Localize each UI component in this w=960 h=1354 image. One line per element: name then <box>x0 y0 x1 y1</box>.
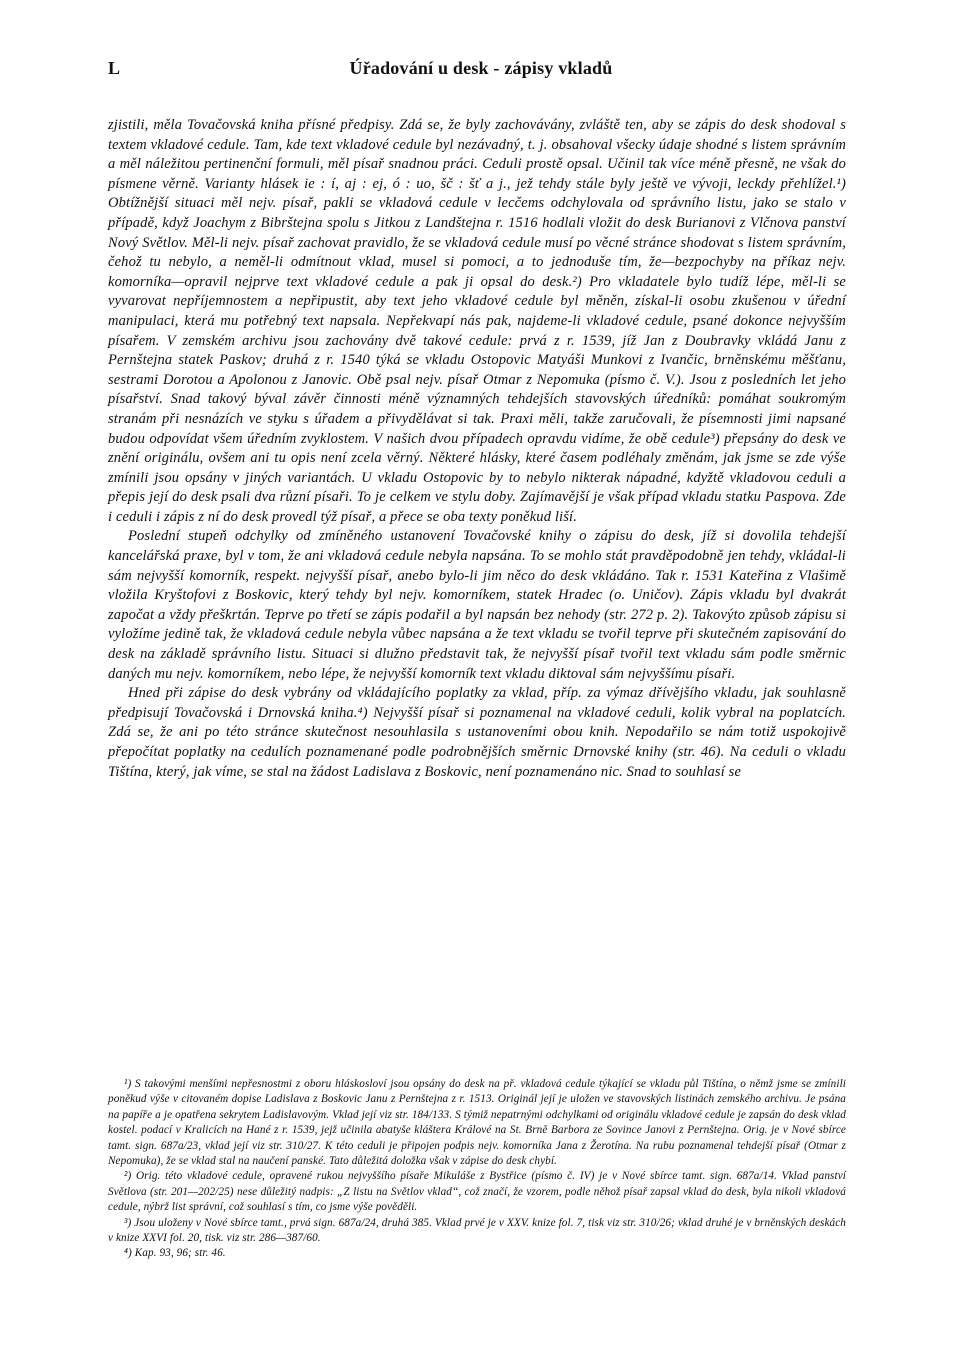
footnote-2: ²) Orig. této vkladové cedule, opravené rukou nejvyššího písaře Mikuláše z Bystřice (písmo č. IV) je v Nové sbírce tamt. sign. 687a/14. Vklad panství Světlova (str. 201—202/25) nese důležitý nadpis: „Z listu na Světlov vklad“, což značí, že vzorem, podle něhož písař zapsal vklad do desk, byla nikoli vkladová cedule, nýbrž list správní, což souhlasí s tím, co jsme výše pověděli. <box>108 1170 846 1214</box>
running-title: Úřadování u desk - zápisy vkladů <box>349 58 613 78</box>
page-header <box>108 58 854 86</box>
paragraph: Poslední stupeň odchylky od zmíněného ustanovení Tovačovské knihy o zápisu do desk, jíž si dovolila tehdejší kancelářská praxe, byl v tom, že ani vkladová cedule nebyla napsána. To se mohlo stát pravděpodobně jen tehdy, vkládal-li sám nejvyšší komorník, respekt. nejvyšší písař, anebo bylo-li jim něco do desk vkládáno. Tak r. 1531 Kateřina z Vlašimě vložila Kryštofovi z Boskovic, který tehdy byl nejv. komorníkem, statek Hradec (o. Uničov). Zápis vkladu byl dvakrát započat a vždy přeškrtán. Teprve po třetí se zápis podařil a byl napsán bez nehody (str. 272 p. 2). Takovýto způsob zápisu si vyložíme jedině tak, že vkladová cedule nebyla vůbec napsána a že text vkladu se tvořil teprve při skutečném zapisování do desk na základě správního listu. Situaci si dlužno představit tak, že nejvyšší písař tvořil text vkladu sám podle směrnic daných mu nejv. komorníkem, nebo lépe, že nejvyšší komorník text vkladu diktoval sám nejvyššímu písaři. <box>108 528 846 682</box>
footnote-1: ¹) S takovými menšími nepřesnostmi z oboru hláskosloví jsou opsány do desk na př. vkladová cedule týkající se vkladu půl Tištína, o němž jsme se zmínili poněkud výše v citovaném dopise Ladislava z Boskovic Janu z Pernštejna z r. 1513. Originál její je uložen ve stavovských listinách zemského archivu. Je psána na papíře a je opatřena sekrytem Ladislavovým. Vklad její viz str. 184/133. S týmiž nepatrnými odchylkami od originálu vkladové cedule je zapsán do desk vklad kostel. podací v Kralicích na Hané z r. 1539, jejž učinila abatyše kláštera Králové na St. Brně Barbora ze Sovince Janovi z Pernštejna. Orig. je v Nové sbírce tamt. sign. 687a/23, vklad její viz str. 310/27. K této ceduli je připojen podpis nejv. komorníka Jana z Žerotína. Na rubu poznamenal tehdejší písař (Otmar z Nepomuka), že se vklad stal na naučení panské. Tato důležitá doložka však v zápise do desk chybí. <box>108 1078 846 1168</box>
paragraph: zjistili, měla Tovačovská kniha přísné předpisy. Zdá se, že byly zachovávány, zvláště ten, aby se zápis do desk shodoval s textem vkladové cedule. Tam, kde text vkladové cedule byl nezávadný, t. j. obsahoval všecky údaje shodné s listem správním a měl náležitou pertinenční formuli, měl písař snadnou práci. Ceduli prostě opsal. Učinil tak více méně přesně, ne však do písmene věrně. Varianty hlásek ie : í, aj : ej, ó : uo, šč : šť a j., jež tehdy stále byly ještě ve vývoji, leckdy přehlížel.¹) Obtížnější situaci měl nejv. písař, pakli se vkladová cedule v lecčems odchylovala od správního listu, jako se stalo v případě, když Joachym z Bibrštejna spolu s Jitkou z Landštejna r. 1516 hodlali vložit do desk Burianovi z Vlčnova panství Nový Světlov. Měl-li nejv. písař zachovat pravidlo, že se vkladová cedule musí po věcné stránce shodovat s listem správním, čehož tu nebylo, a neměl-li odmítnout vklad, musel si pomoci, a to jednoduše tím, že—bezpochyby na příkaz nejv. komorníka—opravil nejprve text vkladové cedule a pak ji opsal do desk.²) Pro vkladatele bylo tudíž lépe, měl-li se vyvarovat nepříjemnostem a nepřipustit, aby text jeho vkladové cedule byl měněn, získal-li osobu zkušenou v úřední manipulaci, která mu potřebný text napsala. Nepřekvapí nás pak, najdeme-li vkladové cedule, psané dokonce nejvyšším písařem. V zemském archivu jsou zachovány dvě takové cedule: prvá z r. 1539, jíž Jan z Doubravky vkládá Janu z Pernštejna statek Paskov; druhá z r. 1540 týká se vkladu Ostopovic Matyáši Munkovi z Ivančic, brněnskému měšťanu, sestrami Dorotou a Apolonou z Janovic. Obě psal nejv. písař Otmar z Nepomuka (písmo č. V.). Jsou z posledních let jeho písařství. Snad takový býval závěr činnosti méně významných tehdejších stavovských úředníků: pomáhat soukromým stranám při nesnázích ve styku s úřadem a přivydělávat si tak. Praxi měli, takže zaručovali, že písemnosti jimi napsané budou odpovídat všem úředním zvyklostem. V našich dvou případech opravdu vidíme, že obě cedule³) přepsány do desk ve znění originálu, ovšem ani tu opis není zcela věrný. Některé hlásky, které časem podléhaly změnám, jak jsme se zde výše zmínili jsou opsány v jiných variantách. U vkladu Ostopovic by to nebylo nikterak nápadné, kdyžtě vkladovou ceduli a přepis její do desk psali dva různí písaři. To je celkem ve stylu doby. Zajímavější je však případ vkladu statku Paspova. Zde i ceduli i zápis z ní do desk provedl týž písař, a přece se oba texty poněkud liší. <box>108 117 846 525</box>
footnotes <box>108 1077 846 1262</box>
page-number: L <box>108 58 121 78</box>
main-text <box>108 116 846 782</box>
footnote-3: ³) Jsou uloženy v Nové sbírce tamt., prvá sign. 687a/24, druhá 385. Vklad prvé je v XXV. knize fol. 7, tisk viz str. 310/26; vklad druhé je v brněnských deskách v knize XXVI fol. 20, tisk. viz str. 286—387/60. <box>108 1216 846 1245</box>
paragraph: Hned při zápise do desk vybrány od vkládajícího poplatky za vklad, příp. za výmaz dřívějšího vkladu, jak souhlasně předpisují Tovačovská i Drnovská kniha.⁴) Nejvyšší písař si poznamenal na vkladové ceduli, kolik vybral na poplatcích. Zdá se, že ani po této stránce skutečnost nesouhlasila s ustanoveními obou knih. Nepodařilo se nám totiž uspokojivě přepočítat poplatky na cedulích poznamenané podle podrobnějších směrnic Drnovské knihy (str. 46). Na ceduli o vkladu Tištína, který, jak víme, se stal na žádost Ladislava z Boskovic, není poznamenáno nic. Snad to souhlasí se <box>108 685 846 780</box>
footnote-4: ⁴) Kap. 93, 96; str. 46. <box>124 1247 226 1260</box>
